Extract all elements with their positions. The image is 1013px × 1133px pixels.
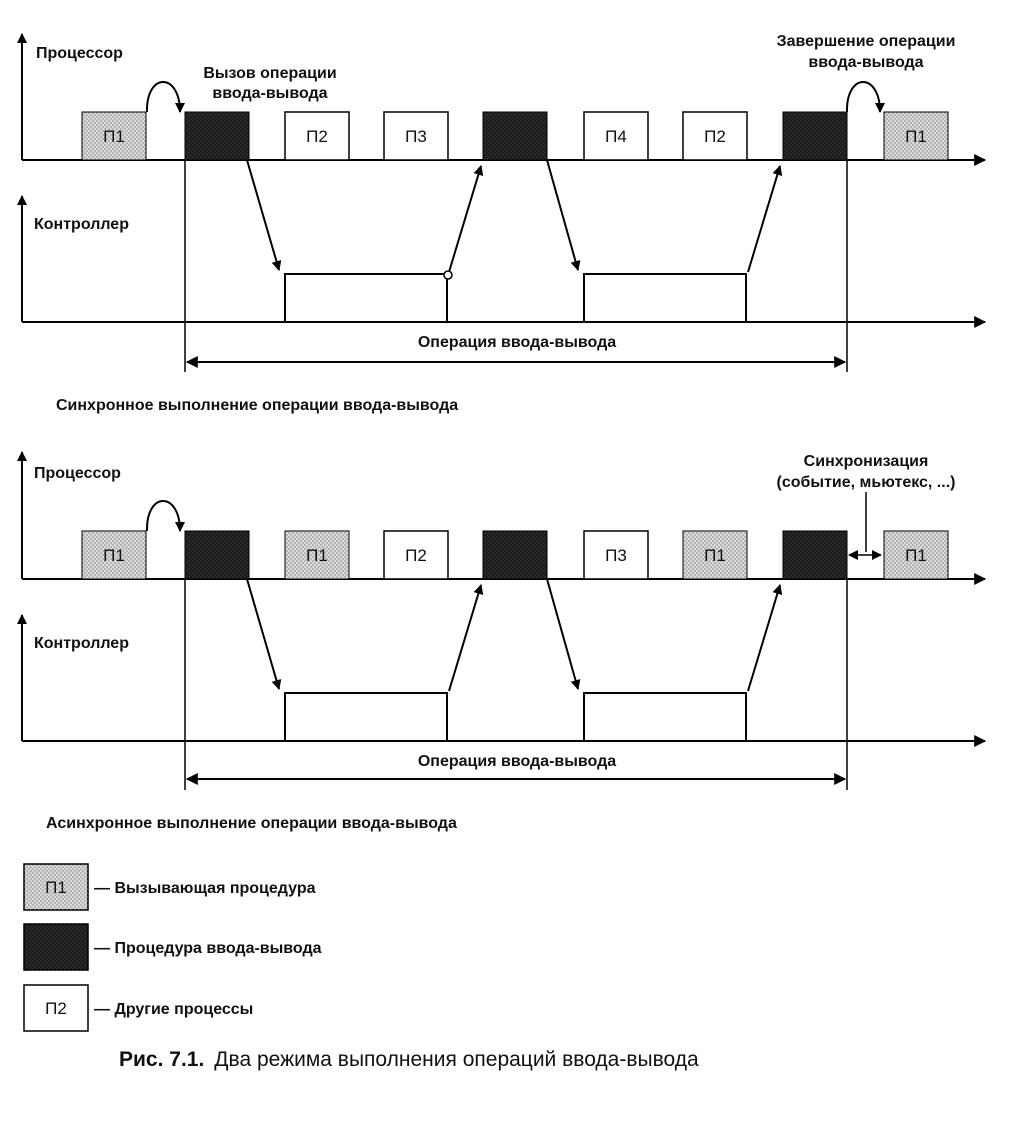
async-controller-activity xyxy=(247,579,780,741)
sync-call-curve-arrow xyxy=(147,82,180,112)
sync-block-label: П4 xyxy=(605,127,627,146)
sync-panel xyxy=(22,33,985,414)
sync-span-label: Операция ввода-вывода xyxy=(417,334,617,351)
sync-finish-label-line2: ввода-вывода xyxy=(808,54,924,71)
async-caption: Асинхронное выполнение операции ввода-вывода xyxy=(46,815,457,832)
async-block-io xyxy=(783,531,847,579)
sync-controller-activity xyxy=(247,160,780,322)
async-controller-axis-label: Контроллер xyxy=(34,635,129,652)
sync-call-label-line2: ввода-вывода xyxy=(212,85,328,102)
sync-block-io xyxy=(483,112,547,160)
sync-caption: Синхронное выполнение операции ввода-вывода xyxy=(56,397,459,414)
sync-block-io xyxy=(783,112,847,160)
async-call-curve-arrow xyxy=(147,501,180,531)
sync-block-io xyxy=(185,112,249,160)
legend-swatch-label: П2 xyxy=(45,999,67,1018)
sync-block-label: П3 xyxy=(405,127,427,146)
async-block-io xyxy=(483,531,547,579)
async-span-label: Операция ввода-вывода xyxy=(417,753,617,770)
sync-finish-curve-arrow xyxy=(847,82,880,112)
legend-swatch-label: П1 xyxy=(45,878,67,897)
sync-block-label: П1 xyxy=(103,127,125,146)
async-block-label: П1 xyxy=(306,546,328,565)
legend-text-io: — Процедура ввода-вывода xyxy=(94,940,322,957)
async-block-label: П3 xyxy=(605,546,627,565)
async-panel xyxy=(22,452,985,832)
legend xyxy=(24,864,322,1031)
sync-block-label: П2 xyxy=(306,127,328,146)
legend-swatch-io xyxy=(24,924,88,970)
sync-controller-done-point xyxy=(444,271,452,279)
figure-caption xyxy=(119,1048,699,1071)
legend-text-caller: — Вызывающая процедура xyxy=(94,880,316,897)
figure-caption-number: Рис. 7.1. xyxy=(119,1048,205,1071)
async-block-label: П1 xyxy=(905,546,927,565)
sync-block-label: П2 xyxy=(704,127,726,146)
sync-finish-label-line1: Завершение операции xyxy=(776,33,956,50)
sync-controller-axis-label: Контроллер xyxy=(34,216,129,233)
async-processor-blocks xyxy=(82,531,948,579)
figure-caption-text: Два режима выполнения операций ввода-вывода xyxy=(214,1048,699,1071)
async-block-label: П2 xyxy=(405,546,427,565)
sync-processor-axis-label: Процессор xyxy=(36,45,123,62)
async-block-label: П1 xyxy=(103,546,125,565)
async-block-io xyxy=(185,531,249,579)
async-sync-label-line2: (событие, мьютекс, ...) xyxy=(776,474,956,491)
sync-call-label-line1: Вызов операции xyxy=(203,65,337,82)
sync-block-label: П1 xyxy=(905,127,927,146)
async-processor-axis-label: Процессор xyxy=(34,465,121,482)
legend-text-other: — Другие процессы xyxy=(94,1001,254,1018)
async-sync-label-line1: Синхронизация xyxy=(803,453,929,470)
sync-processor-blocks xyxy=(82,112,948,160)
async-block-label: П1 xyxy=(704,546,726,565)
